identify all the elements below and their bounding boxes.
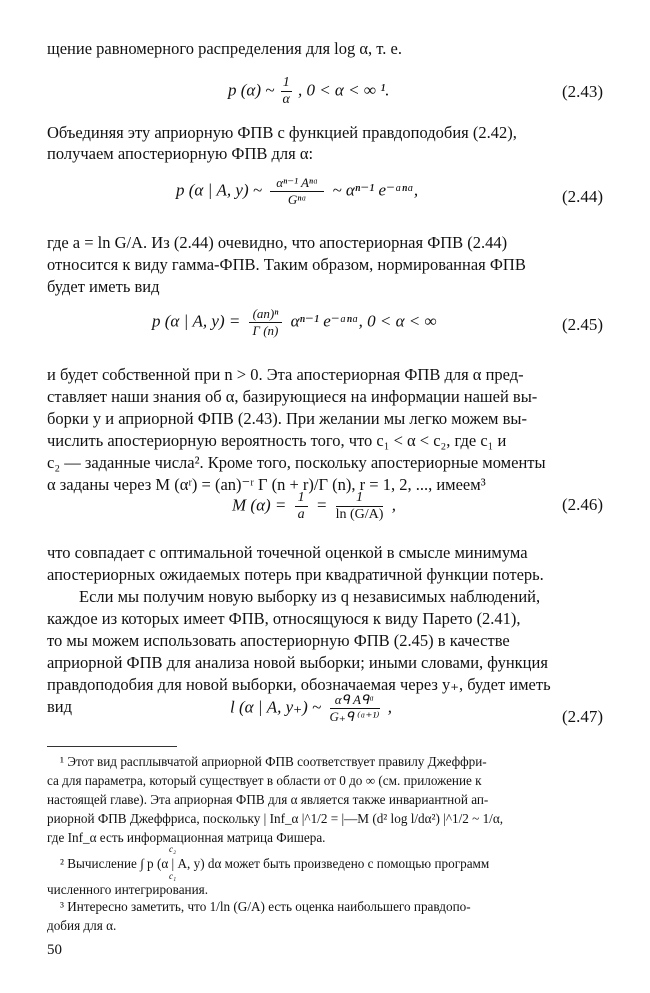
eq-lhs: p (α) ~ [228, 80, 275, 100]
eq-fraction [249, 306, 283, 339]
eq-fraction [281, 75, 292, 108]
eq-denominator: G₊ᑫ ⁽ᵅ⁺¹⁾ [329, 709, 380, 724]
body-line: апостериорных ожидаемых потерь при квадратичной функции потерь. [47, 565, 544, 584]
eq-numerator: 1 [336, 490, 384, 507]
eq-denominator: ln (G/A) [335, 507, 384, 522]
footnote-line: численного интегрирования. [47, 882, 209, 897]
eq-fraction [330, 692, 380, 725]
body-line: числить апостериорную вероятность того, что c₁ < α < c₂, где c₁ и [47, 431, 507, 450]
body-line: щение равномерного распределения для log α, т. е. [47, 39, 402, 58]
eq-numerator: 1 [282, 75, 290, 90]
equation-number: (2.44) [562, 187, 604, 206]
footnote-divider [47, 746, 177, 747]
eq-lhs: l (α | A, y₊) ~ [230, 697, 322, 717]
eq-denominator: α [282, 92, 290, 107]
eq-numerator: αᑫ Aᑫᵅ [330, 692, 380, 709]
equation-number: (2.46) [562, 495, 604, 514]
body-line: вид [47, 697, 73, 716]
body-line: то мы можем использовать апостериорную ФПВ (2.45) в качестве [47, 631, 510, 650]
body-line: что совпадает с оптимальной точечной оценкой в смысле минимума [47, 543, 528, 562]
body-line: будет иметь вид [47, 277, 160, 296]
eq-rhs: , [387, 697, 392, 717]
eq-equals: = [315, 495, 328, 515]
body-line: где a = ln G/A. Из (2.44) очевидно, что апостериорная ФПВ (2.44) [47, 233, 508, 252]
equation-2-47 [230, 692, 392, 725]
eq-denominator: a [297, 507, 305, 522]
body-line: правдоподобия для новой выборки, обозначаемая через y₊, будет иметь [47, 675, 551, 694]
footnote-line: где Inf_α есть информационная матрица Фишера. [47, 830, 326, 845]
body-line: c₂ — заданные числа². Кроме того, поскольку апостериорные моменты [47, 453, 546, 472]
eq-fraction [295, 490, 308, 523]
body-line: относится к виду гамма-ФПВ. Таким образом, нормированная ФПВ [47, 255, 526, 274]
body-line: борки y и априорной ФПВ (2.43). При желании мы легко можем вы- [47, 409, 527, 428]
eq-rhs: , [391, 495, 396, 515]
integral-upper-limit: c₂ [169, 844, 177, 854]
body-line: получаем апостериорную ФПВ для α: [47, 144, 314, 163]
body-line: Если мы получим новую выборку из q независимых наблюдений, [79, 587, 541, 606]
equation-2-43 [228, 75, 390, 108]
body-line: α заданы через M (αʳ) = (an)⁻ʳ Γ (n + r)/Γ (n), r = 1, 2, ..., имеем³ [47, 475, 486, 494]
footnote-line: ¹ Этот вид расплывчатой априорной ФПВ соответствует правилу Джеффри- [60, 754, 487, 769]
equation-number: (2.43) [562, 82, 604, 101]
footnote-line: риорной ФПВ Джеффриса, поскольку | Inf_α |^1/2 = |—M (d² log l/dα²) |^1/2 ~ 1/α, [47, 811, 504, 826]
footnote-line: настоящей главе). Эта априорная ФПВ для α является также инвариантной ап- [47, 792, 489, 807]
footnote-line: ² Вычисление ∫ p (α | A, y) dα может быть произведено с помощью программ [60, 856, 490, 871]
eq-lhs: p (α | A, y) = [152, 311, 241, 331]
integral-lower-limit: c₁ [169, 871, 177, 881]
footnote-line: добия для α. [47, 918, 117, 933]
body-line: априорной ФПВ для анализа новой выборки; иными словами, функция [47, 653, 548, 672]
eq-fraction [270, 175, 324, 208]
eq-lhs: p (α | A, y) ~ [176, 180, 263, 200]
eq-lhs: M (α) = [232, 495, 287, 515]
page-number: 50 [47, 942, 62, 958]
eq-rhs: αⁿ⁻¹ e⁻ᵃⁿᵅ, 0 < α < ∞ [290, 311, 437, 331]
body-line: ставляет наши знания об α, базирующиеся на информации нашей вы- [47, 387, 538, 406]
eq-numerator: (an)ⁿ [249, 306, 283, 323]
eq-numerator: 1 [295, 490, 308, 507]
eq-numerator: αⁿ⁻¹ Aⁿᵅ [270, 175, 324, 192]
body-line: каждое из которых имеет ФПВ, относящуюся к виду Парето (2.41), [47, 609, 521, 628]
equation-2-44 [176, 175, 418, 208]
equation-2-45 [152, 306, 437, 339]
eq-rhs: , 0 < α < ∞ ¹. [297, 80, 390, 100]
body-line: и будет собственной при n > 0. Эта апостериорная ФПВ для α пред- [47, 365, 524, 384]
equation-number: (2.47) [562, 707, 604, 726]
eq-denominator: Γ (n) [252, 323, 279, 338]
equation-number: (2.45) [562, 315, 604, 334]
body-line: Объединяя эту априорную ФПВ с функцией правдоподобия (2.42), [47, 123, 517, 142]
equation-2-46 [232, 490, 396, 523]
footnote-line: ³ Интересно заметить, что 1/ln (G/A) есть оценка наибольшего правдопо- [60, 899, 471, 914]
eq-fraction [336, 490, 384, 523]
eq-denominator: Gⁿᵅ [287, 192, 307, 207]
footnote-line: са для параметра, который существует в области от 0 до ∞ (см. приложение к [47, 773, 482, 788]
eq-rhs: ~ αⁿ⁻¹ e⁻ᵃⁿᵅ, [332, 180, 419, 200]
